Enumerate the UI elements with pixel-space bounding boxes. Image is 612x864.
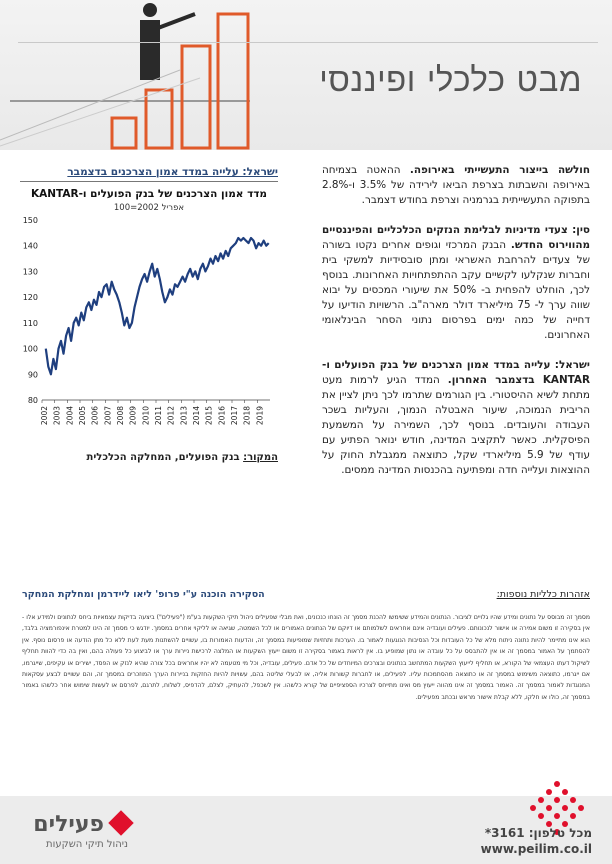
dot-icon [538,797,544,803]
website-link[interactable]: www.peilim.co.il [480,842,592,856]
dot-icon [562,789,568,795]
phone-number: מכל טלפון: 3161* [484,826,592,840]
article-body: המדד הגיע לרמות מעט מתחת לשיא ההיסטורי. בין הגורמים שתרמו לכך ניתן לציין את הריבית הנמוכה, שיעור האבטלה הנמוך, והעליות בשכר העבודה והעובדים. בנוסף לכך, השמירה על המשמעת הפיסקלית. כאשר לתקציב המדינה, חודש ינואר הפתיע עם עודף של 5.9 מיליארדי שקל, כתוצאה ממגבלת החוק על ההוצאות ועלייה חדה ומפתיעה בהכנסות המדינה ממסים. [322,374,590,476]
x-tick-label: 2006 [90,406,100,426]
x-tick-label: 2010 [141,406,151,426]
chart-subtitle: אפריל 2002=100 [113,203,185,213]
dot-icon [570,797,576,803]
logo-subtitle: ניהול תיקי השקעות [46,839,128,850]
x-tick-label: 2002 [40,406,49,426]
dot-icon [562,805,568,811]
chart-box-title: ישראל: עלייה במדד אמון הצרכנים בדצמבר [67,166,278,178]
article-heading: סין: צעדי מדיניות לבלימת הנזקים הכלכליים והפיננסיים מהווירוס החדש. [322,224,590,251]
x-tick-label: 2003 [52,406,62,426]
x-tick-label: 2009 [128,406,138,426]
growth-bars-illustration [0,0,260,150]
x-tick-label: 2017 [230,406,239,426]
chart-box [20,166,278,463]
dot-icon [554,797,560,803]
x-tick-label: 2018 [242,406,252,426]
article-body: הבנק המרכזי וגופים אחרים נקטו בשורה של צעדים להרחבת האשראי ומתן סובסידיות למשקי בית וחברות שנקלעו לקשיים עקב ההתפתחויות האחרונות. בנוסף לכך, הוחלט להפחית ב- 50% את שיעורי המכסים על יבוא שווה ערך ל- 75 מיליארד דולר מארה"ב. הרשויות הודיעו על דחייה של כמה ימים בפרסום נתוני הסחר הבינלאומי האחרונים. [322,239,591,341]
dot-icon [546,805,552,811]
x-tick-label: 2011 [154,406,163,426]
header-rule [18,42,598,43]
disclosures-body: מסמך זה מבוסס על נתונים ומידע שהיו גלויים לציבור. הנתונים והמידע ששימשו להכנת מסמך זה הונחו כנכונים, ואת מבלי שפעילים ניהול תיקי השקעות בע"מ ("פעילים") ביצעה בדיקות עצמאיות ביחס לנתונים ולמידע אלו - אין בסקירה זו משום אמירה או אישור לנכונותם. פעילים ועובדיה אינם אחראים לשלמותם או דיוקם של הנתונים האמורים או לכל השמטה, שגיאה או לליקוי אחרים במסמך. יודגש כי מסמך זה הינו למטרת אינפורמציה בלבד, הוא אינו מתיימר להיות נתונה ניתוח מלא של כל העובדות וכל הנסיבות הנוגעות לאמור בו. הערכות ותחזיות שמופיעות במסמך זה, והדעות האמורות בו, עשויים להשתנות מעת לעת ללא כל מתן הודעה או פרסום נוסף. אין להסתמך על האמור במסמך זה או אין להתבסס על כל עובדה או נתון שמופיע בו. אין לראות באמור בסקירה זו משום ייעוץ השקעות או המלצה לרכישת ניירות ערך או לביצוע כל פעולה בהם, ואין בה כדי להוות תחליף לשיקול דעתו העצמאי של הקורא, או תחליף לייעוץ השקעות המתחשב בנתונים ובצרכים המיוחדים של כל אדם. פעילים, עובדיה, וכל מי מטעמה לא יהיו אחראים בכל צורה שהיא לנזק או הפסד, ישירים או עקיפים, שייגרמו, אם ייגרמו, כתוצאה משימוש במסמך זה או כתוצאה מהסתמכות עליו. לפעילים, או לחברות קשורות אליה, או לבעלי שליטה בהם, עשויות להיות החזקות בניירות הערך המוזכרים במסמך זה, והם עשויים לבצע עסקאות המנוגדות לאמור במסמך זה. האמור במסמך זה אינו מהווה ייעוץ מס ואינו מתייחס לצרכיו הספציפיים של קורא כלשהו. אין לשכפל, להעתיק, לצלם, להדפיס, לשלוח, לתרגם, לפרסם או לעשות שימוש אחר כלשהו באמור במסמך זה, כולו או חלקו, ללא קבלת אישור מראש ובכתב מפעילים. [22,614,590,701]
y-tick-label: 90 [27,370,38,380]
y-tick-label: 100 [22,344,38,354]
article-heading: ישראל: עלייה במדד אמון הצרכנים של בנק הפועלים ו-KANTAR בדצמבר האחרון. [322,359,590,386]
logo-name: פעילים [33,812,104,837]
articles-column [322,163,590,493]
x-tick-label: 2014 [192,406,201,426]
x-tick-label: 2013 [179,406,189,426]
chart-box-rule [20,181,278,182]
y-tick-label: 140 [22,241,38,251]
x-tick-label: 2004 [65,406,75,426]
article-body: ההאטה בצמיחה באירופה והשבתות בצרפת הביאו לירידה של 3.5% ו-2.8% בתפוקה התעשייתית בגרמניה וצרפת בחודש דצמבר. [322,164,590,206]
article-israel [322,358,590,478]
dot-icon [530,805,536,811]
dot-icon [570,813,576,819]
peilim-logo[interactable] [14,808,134,852]
dot-icon [538,813,544,819]
chart-source [87,452,278,463]
x-tick-label: 2016 [217,406,227,426]
series-line [46,238,269,374]
article-heading: חולשה בייצור התעשייתי באירופה. [409,164,590,176]
x-tick-label: 2007 [103,406,113,426]
y-tick-label: 130 [22,267,38,277]
disclosures-heading: אזהרות כלליות נוספות: [496,589,590,600]
x-tick-label: 2019 [255,406,265,426]
dot-icon [554,813,560,819]
y-tick-label: 80 [27,396,38,405]
article-europe [322,163,590,208]
y-tick-label: 120 [22,293,38,303]
source-text: בנק הפועלים, המחלקה הכלכלית [86,452,244,463]
y-tick-label: 110 [22,318,38,328]
header-banner [0,0,612,150]
logo-diamond-icon [108,810,133,835]
x-tick-label: 2008 [116,406,125,426]
page-title: מבט כלכלי ופיננסי [319,60,582,99]
source-label: המקור: [243,452,278,463]
dot-icon [546,789,552,795]
prepared-by: הסקירה הוכנה ע"י פרופ' ליאו ליידרמן ומחלקת המחקר [22,589,265,600]
dot-icon [578,805,584,811]
y-tick-label: 150 [22,216,38,225]
x-tick-label: 2005 [78,406,87,426]
article-china [322,223,590,343]
footer-contact [481,826,592,856]
consumer-confidence-chart [20,212,278,436]
x-tick-label: 2012 [166,406,176,426]
dot-icon [554,781,560,787]
chart-title: מדד אמון הצרכנים של בנק הפועלים ו-KANTAR [30,188,268,200]
x-tick-label: 2015 [204,406,214,426]
